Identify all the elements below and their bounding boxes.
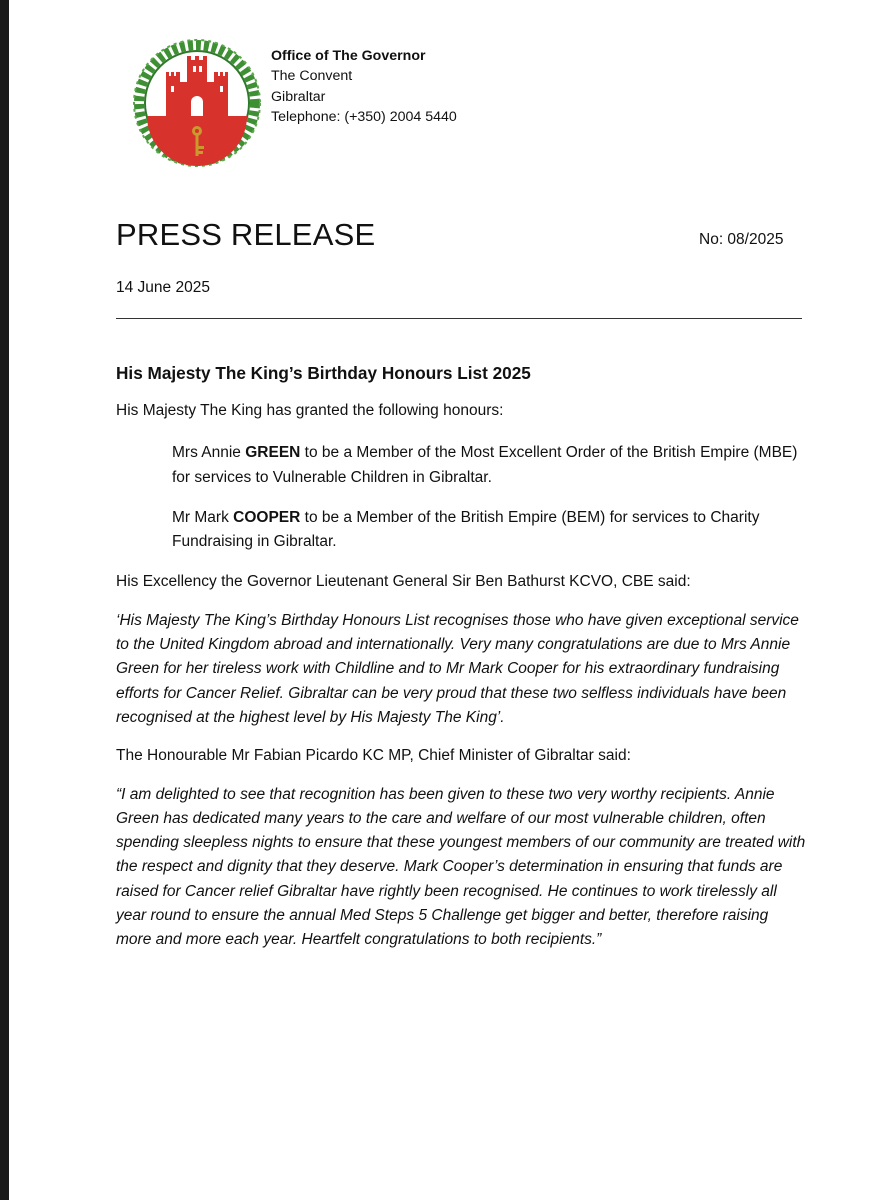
honour-surname: COOPER xyxy=(233,508,301,526)
honour-description: to be a Member of the British Empire (BEM) for services to Charity Fundraising in Gibraltar. xyxy=(172,508,760,551)
honour-entry xyxy=(172,506,806,555)
release-date: 14 June 2025 xyxy=(116,279,210,296)
gibraltar-crest-logo xyxy=(132,38,262,168)
document-type-title: PRESS RELEASE xyxy=(116,217,376,252)
governor-quote: ‘His Majesty The King’s Birthday Honours List recognises those who have given exceptional service to the United Kingdom abroad and internationally. Very many congratulations are due to Mrs Annie Green for her tireless work with Childline and to Mr Mark Cooper for his extraordinary fundraising efforts for Cancer Relief. Gibraltar can be very proud that these two selfless individuals have been recognised at the highest level by His Majesty The King’. xyxy=(116,611,799,726)
release-number: No: 08/2025 xyxy=(699,231,784,248)
release-heading: His Majesty The King’s Birthday Honours List 2025 xyxy=(116,363,531,383)
honour-surname: GREEN xyxy=(245,444,301,462)
press-release-page xyxy=(9,0,881,1200)
letterhead-address xyxy=(271,46,457,127)
honour-description: to be a Member of the Most Excellent Order of the British Empire (MBE) for services to Vulnerable Children in Gibraltar. xyxy=(172,444,798,486)
page-edge-shadow xyxy=(0,0,9,1200)
address-line-1: The Convent xyxy=(271,68,353,85)
chief-minister-quote: “I am delighted to see that recognition has been given to these two very worthy recipients. Annie Green has dedicated many years to the care and welfare of our most vulnerable children, often spending sleepless nights to ensure that these youngest members of our community are treated with the respect and dignity that they deserve. Mark Cooper’s determination in ensuring that funds are raised for Cancer relief Gibraltar have rightly been recognised. He continues to work tirelessly all year round to ensure the annual Med Steps 5 Challenge get bigger and better, therefore raising more and more each year. Heartfelt congratulations to both recipients.” xyxy=(116,785,806,949)
address-line-2: Gibraltar xyxy=(271,88,326,105)
office-name: Office of The Governor xyxy=(271,48,426,64)
intro-paragraph: His Majesty The King has granted the following honours: xyxy=(116,402,504,419)
telephone: Telephone: (+350) 2004 5440 xyxy=(271,108,457,125)
honour-entry xyxy=(172,441,806,490)
honour-prefix: Mr Mark xyxy=(172,508,234,526)
header-divider xyxy=(116,318,802,319)
governor-intro: His Excellency the Governor Lieutenant General Sir Ben Bathurst KCVO, CBE said: xyxy=(116,573,691,591)
chief-minister-intro: The Honourable Mr Fabian Picardo KC MP, Chief Minister of Gibraltar said: xyxy=(116,747,631,765)
release-body xyxy=(116,363,806,967)
honour-prefix: Mrs Annie xyxy=(172,444,246,462)
